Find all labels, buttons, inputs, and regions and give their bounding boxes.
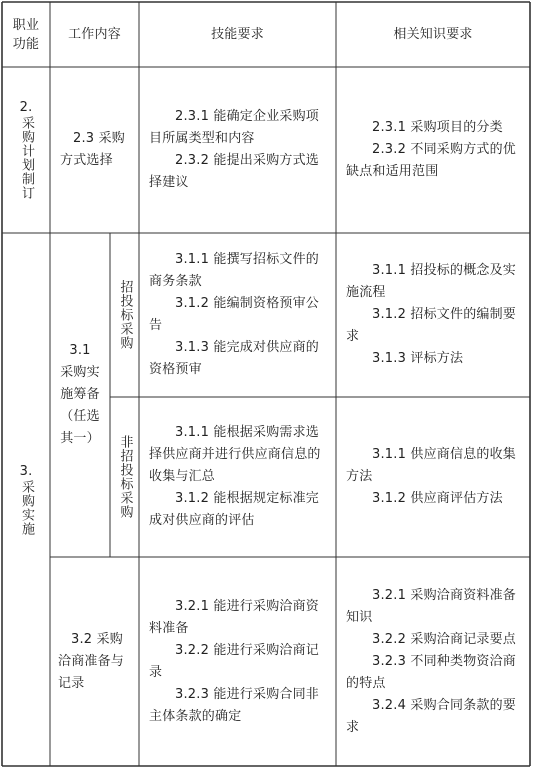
skill-item: 3.1.3 能完成对供应商的资格预审 xyxy=(149,340,320,377)
knowledge-item: 3.2.1 采购洽商资料准备知识 xyxy=(346,587,517,625)
content-2-3-line1: 2.3 采购 xyxy=(73,131,126,146)
header-skills-label: 技能要求 xyxy=(211,26,264,42)
function-name-3: 采购实施 xyxy=(19,479,34,536)
header-skills xyxy=(139,2,336,67)
content-cell-2-3 xyxy=(50,67,139,233)
header-knowledge xyxy=(336,2,530,67)
header-knowledge-label: 相关知识要求 xyxy=(393,26,473,42)
knowledge-item: 3.1.1 供应商信息的收集方法 xyxy=(346,447,517,484)
knowledge-item: 3.2.2 采购洽商记录要点 xyxy=(372,631,517,647)
function-number-3: 3. xyxy=(19,463,33,479)
knowledge-cell-3-1-b xyxy=(336,397,530,557)
skills-cell-3-1-a xyxy=(139,233,336,397)
knowledge-cell-3-1-a xyxy=(336,233,530,397)
header-content-label: 工作内容 xyxy=(68,26,121,42)
knowledge-item: 2.3.2 不同采购方式的优缺点和适用范围 xyxy=(346,142,517,179)
header-content xyxy=(50,2,139,67)
skill-item: 3.1.2 能根据规定标准完成对供应商的评估 xyxy=(149,491,320,528)
content-3-2-line: 3.2 采购 xyxy=(71,631,124,647)
skill-item: 3.2.2 能进行采购洽商记录 xyxy=(149,642,320,680)
content-3-1-line: 3.1 xyxy=(69,343,91,358)
skill-item: 3.1.1 能撰写招标文件的商务条款 xyxy=(149,252,320,289)
function-name-2: 采购计划制订 xyxy=(19,116,34,200)
skill-item: 3.2.3 能进行采购合同非主体条款的确定 xyxy=(149,686,320,724)
knowledge-item: 3.1.2 供应商评估方法 xyxy=(372,491,503,506)
subtype-non-tendering xyxy=(110,397,139,557)
content-2-3-line2: 方式选择 xyxy=(60,153,113,168)
content-3-2-line: 记录 xyxy=(58,675,85,691)
knowledge-item: 3.2.3 不同种类物资洽商的特点 xyxy=(346,653,517,691)
content-cell-3-2 xyxy=(50,557,139,766)
skills-cell-3-2 xyxy=(139,557,336,766)
function-cell-2 xyxy=(2,67,50,233)
content-3-1-line: 其一） xyxy=(60,431,100,446)
knowledge-cell-2-3 xyxy=(336,67,530,233)
knowledge-item: 3.1.1 招投标的概念及实施流程 xyxy=(346,263,517,300)
content-cell-3-1 xyxy=(50,233,110,557)
content-3-1-line: 采购实 xyxy=(60,365,100,380)
skill-item: 3.1.1 能根据采购需求选择供应商并进行供应商信息的收集与汇总 xyxy=(149,425,321,484)
content-3-2-line: 洽商准备与 xyxy=(58,653,125,669)
skill-item: 2.3.1 能确定企业采购项目所属类型和内容 xyxy=(149,109,320,146)
subtype-non-tendering-label: 非招投标采购 xyxy=(117,435,133,519)
skills-cell-3-1-b xyxy=(139,397,336,557)
skill-item: 3.2.1 能进行采购洽商资料准备 xyxy=(149,598,320,636)
knowledge-item: 2.3.1 采购项目的分类 xyxy=(372,120,503,135)
subtype-tendering xyxy=(110,233,139,397)
content-3-1-line: （任选 xyxy=(60,409,100,424)
header-function xyxy=(2,2,50,67)
function-cell-3 xyxy=(2,233,50,766)
skills-cell-2-3 xyxy=(139,67,336,233)
function-number-2: 2. xyxy=(19,100,33,115)
knowledge-item: 3.2.4 采购合同条款的要求 xyxy=(346,697,517,735)
subtype-tendering-label: 招投标采购 xyxy=(117,280,133,350)
header-function-label: 职业功能 xyxy=(12,17,40,52)
skill-item: 3.1.2 能编制资格预审公告 xyxy=(149,296,320,333)
skill-item: 2.3.2 能提出采购方式选择建议 xyxy=(149,153,320,190)
knowledge-item: 3.1.3 评标方法 xyxy=(372,351,464,366)
content-3-1-line: 施筹备 xyxy=(60,387,100,402)
knowledge-item: 3.1.2 招标文件的编制要求 xyxy=(346,307,517,344)
knowledge-cell-3-2 xyxy=(336,557,530,766)
